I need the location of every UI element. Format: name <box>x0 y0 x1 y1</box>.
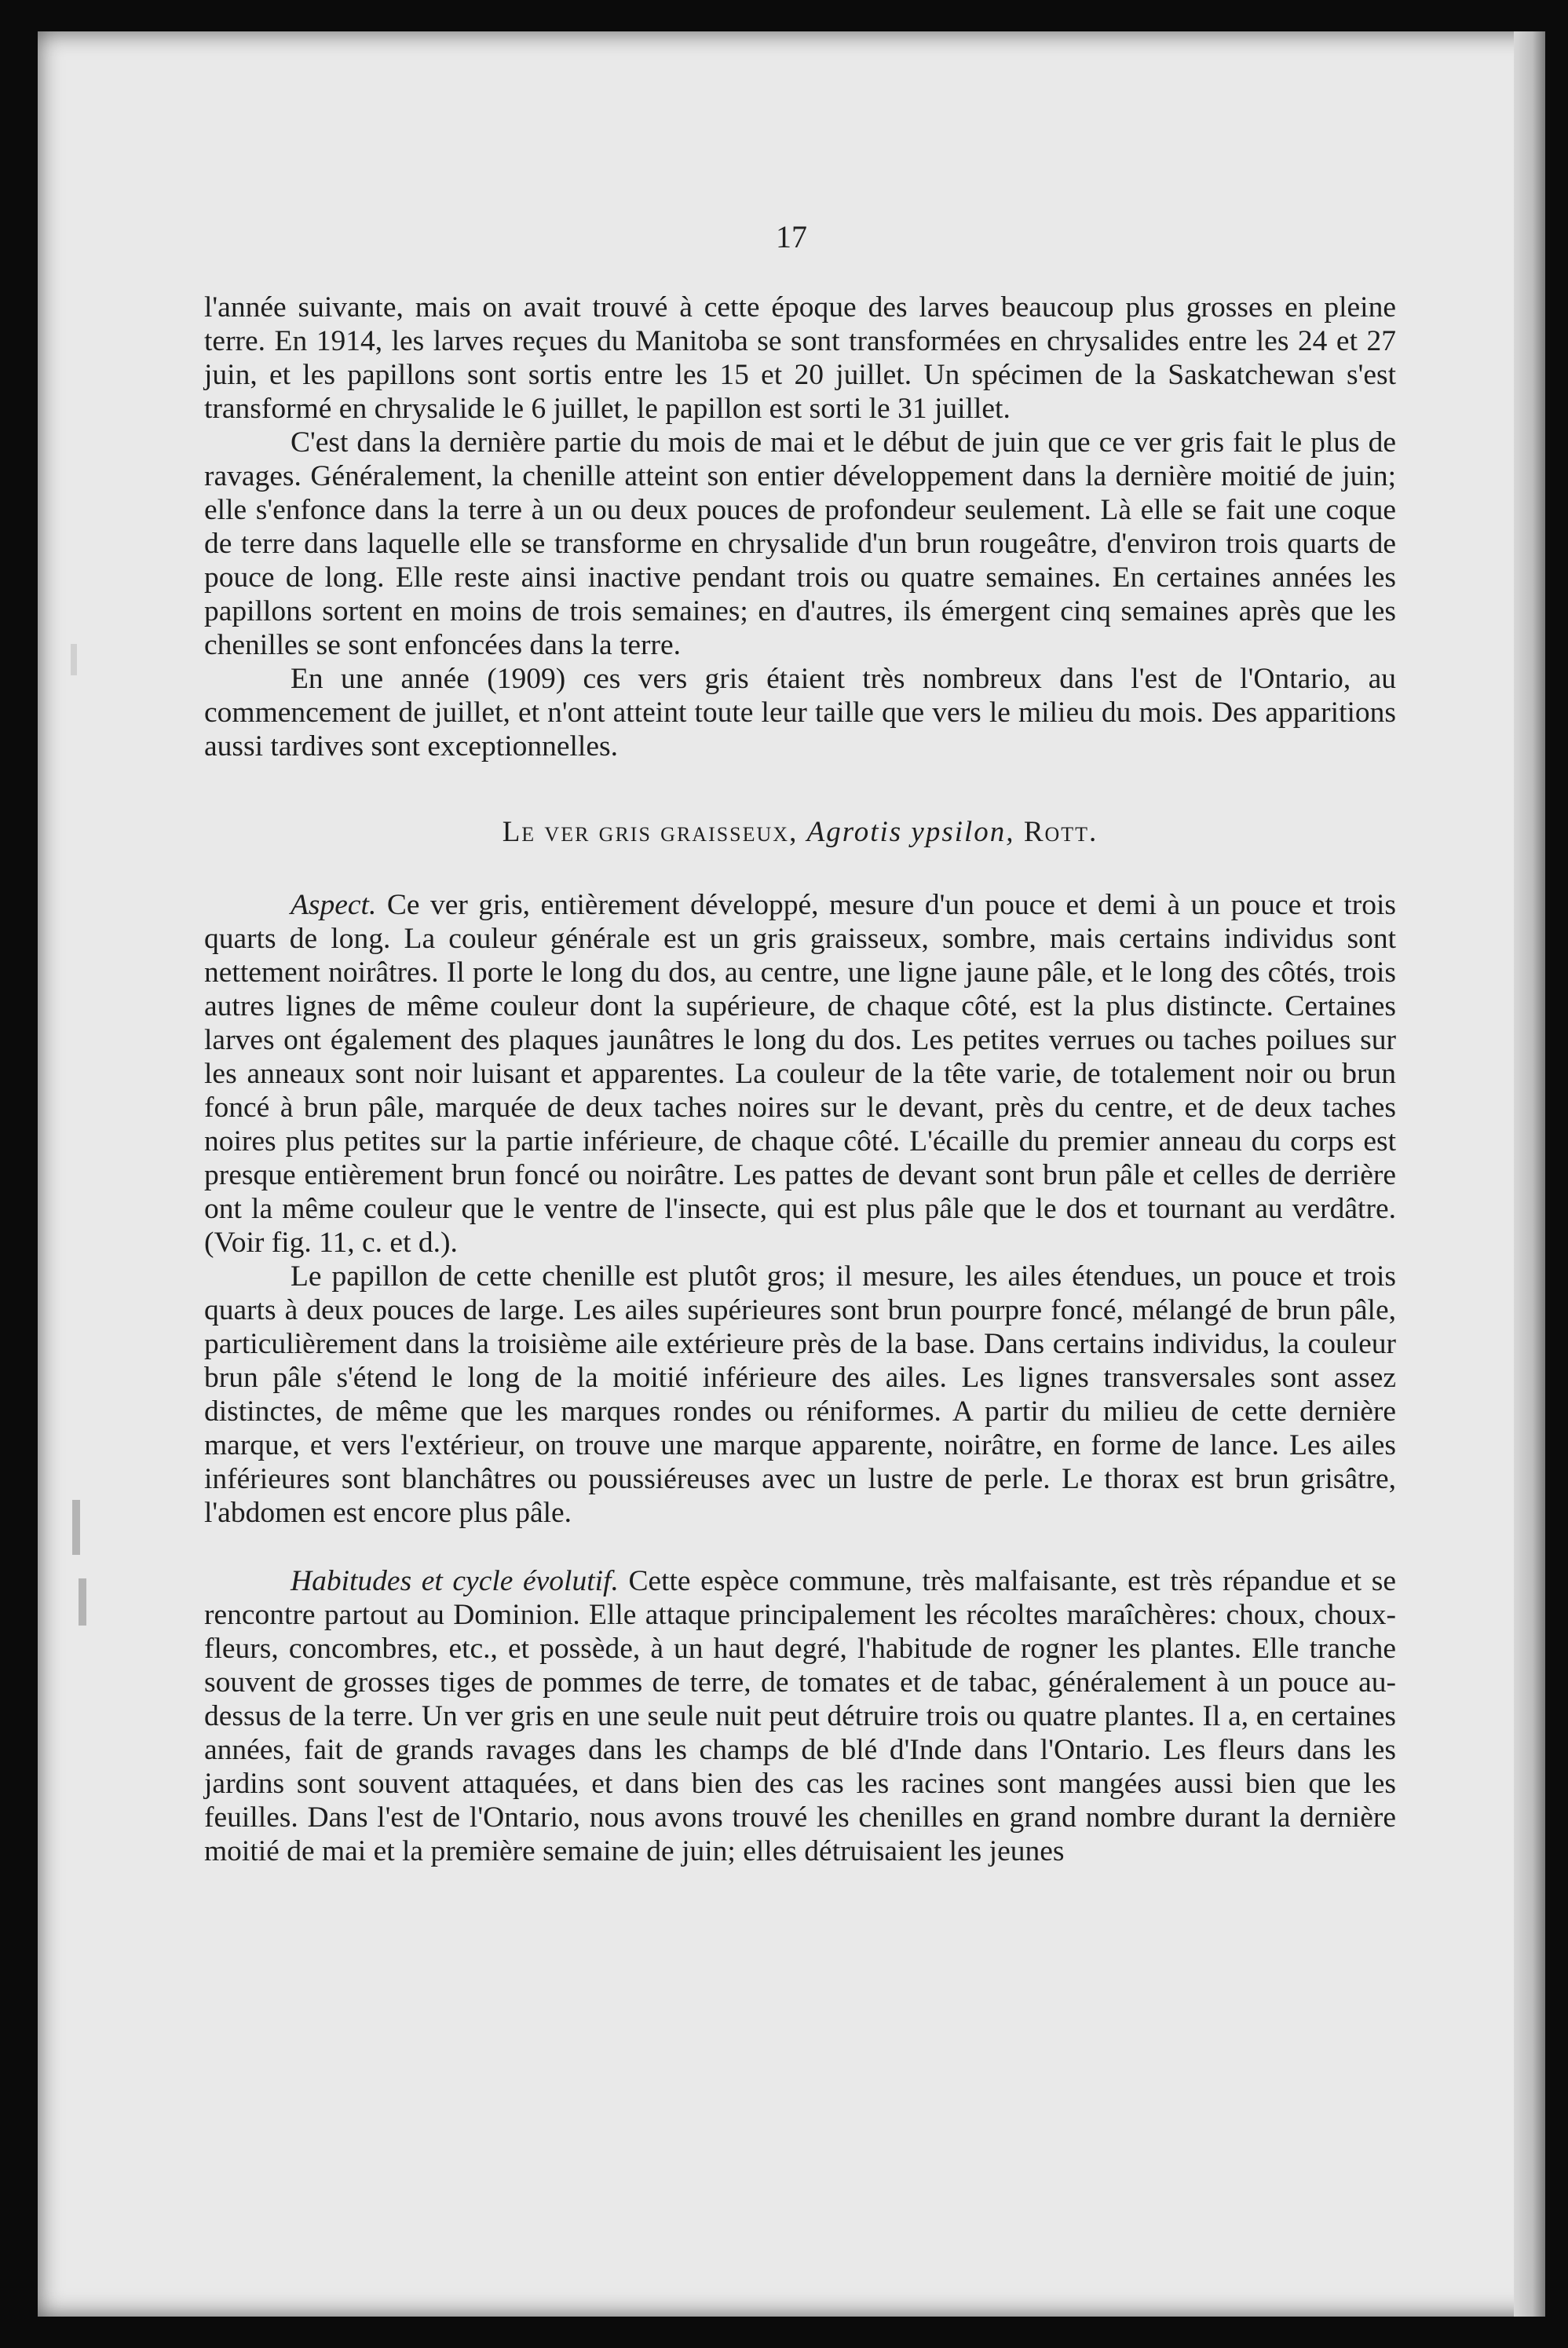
paragraph-papillon: Le papillon de cette chenille est plutôt gros; il mesure, les ailes étendues, un pouce et trois quarts à deux pouces de large. Les ailes supérieures sont brun pourpre foncé, mélangé de brun pâle, particulièrement dans la troisième aile extérieure près de la base. Dans certains individus, la couleur brun pâle s'étend le long de la moitié inférieure des ailes. Les lignes transversales sont assez distinctes, de même que les marques rondes ou réniformes. A partir du milieu de cette dernière marque, et vers l'extérieur, on trouve une marque apparente, noirâtre, en forme de lance. Les ailes inférieures sont blanchâtres ou poussiéreuses avec un lustre de perle. Le thorax est brun grisâtre, l'abdomen est encore plus pâle. <box>204 1260 1396 1529</box>
paragraph-habitudes <box>204 1564 1396 1868</box>
page-number: 17 <box>776 219 807 254</box>
paragraph-aspect <box>204 888 1396 1260</box>
body-text <box>204 291 1396 1868</box>
habitudes-label: Habitudes et cycle évolutif. <box>291 1565 619 1597</box>
heading-author: Rott. <box>1023 816 1098 848</box>
paragraph-1909: En une année (1909) ces vers gris étaient très nombreux dans l'est de l'Ontario, au commencement de juillet, et n'ont atteint toute leur taille que vers le milieu du mois. Des apparitions aussi tardives sont exceptionnelles. <box>204 663 1396 763</box>
margin-mark-bracket-1 <box>72 1500 80 1555</box>
margin-mark-bracket-2 <box>79 1578 86 1626</box>
margin-mark-top <box>71 644 77 675</box>
aspect-label: Aspect. <box>291 889 377 921</box>
habitudes-text: Cette espèce commune, très malfaisante, est très répandue et se rencontre partout au Dominion. Elle attaque principalement les récoltes maraîchères: choux, choux-fleurs, concombres, etc., et possède, à un haut degré, l'habitude de rogner les plantes. Elle tranche souvent de grosses tiges de pommes de terre, de tomates et de tabac, généralement à un pouce au-dessus de la terre. Un ver gris en une seule nuit peut détruire trois ou quatre plantes. Il a, en certaines années, fait de grands ravages dans les champs de blé d'Inde dans l'Ontario. Les fleurs dans les jardins sont souvent attaquées, et dans bien des cas les racines sont mangées aussi bien que les feuilles. Dans l'est de l'Ontario, nous avons trouvé les chenilles en grand nombre durant la dernière moitié de mai et la première semaine de juin; elles détruisaient les jeunes <box>204 1565 1396 1867</box>
document-page <box>38 31 1545 2317</box>
paragraph-ravages: C'est dans la dernière partie du mois de mai et le début de juin que ce ver gris fait le plus de ravages. Généralement, la chenille atteint son entier développement dans la dernière moitié de juin; elle s'enfonce dans la terre à un ou deux pouces de profondeur seulement. Là elle se fait une coque de terre dans laquelle elle se transforme en chrysalide d'un brun rougeâtre, d'environ trois quarts de pouce de long. Elle reste ainsi inactive pendant trois ou quatre semaines. En certaines années les papillons sortent en moins de trois semaines; en d'autres, ils émergent cinq semaines après que les chenilles se sont enfoncées dans la terre. <box>204 426 1396 661</box>
aspect-text: Ce ver gris, entièrement développé, mesure d'un pouce et demi à un pouce et trois quarts de long. La couleur générale est un gris graisseux, sombre, mais certains individus sont nettement noirâtres. Il porte le long du dos, au centre, une ligne jaune pâle, et le long des côtés, trois autres lignes de même couleur dont la supérieure, de chaque côté, est la plus distincte. Certaines larves ont également des plaques jaunâtres le long du dos. Les petites verrues ou taches poilues sur les anneaux sont noir luisant et apparentes. La couleur de la tête varie, de totalement noir ou brun foncé à brun pâle, marquée de deux taches noires sur le devant, près du centre, et de deux taches noires plus petites sur la partie inférieure, de chaque côté. L'écaille du premier anneau du corps est presque entièrement brun foncé ou noirâtre. Les pattes de devant sont brun pâle et celles de derrière ont la même couleur que le ventre de l'insecte, qui est plus pâle que le dos et tournant au verdâtre. (Voir fig. 11, c. et d.). <box>204 889 1396 1259</box>
paragraph-continuation: l'année suivante, mais on avait trouvé à cette époque des larves beaucoup plus grosses en pleine terre. En 1914, les larves reçues du Manitoba se sont transformées en chrysalides entre les 24 et 27 juin, et les papillons sont sortis entre les 15 et 20 juillet. Un spécimen de la Saskatchewan s'est transformé en chrysalide le 6 juillet, le papillon est sorti le 31 juillet. <box>204 291 1396 425</box>
page-edge <box>1514 31 1545 2317</box>
heading-species: Agrotis ypsilon, <box>806 816 1015 848</box>
heading-title: Le ver gris graisseux, <box>502 816 799 848</box>
section-heading <box>204 815 1396 849</box>
